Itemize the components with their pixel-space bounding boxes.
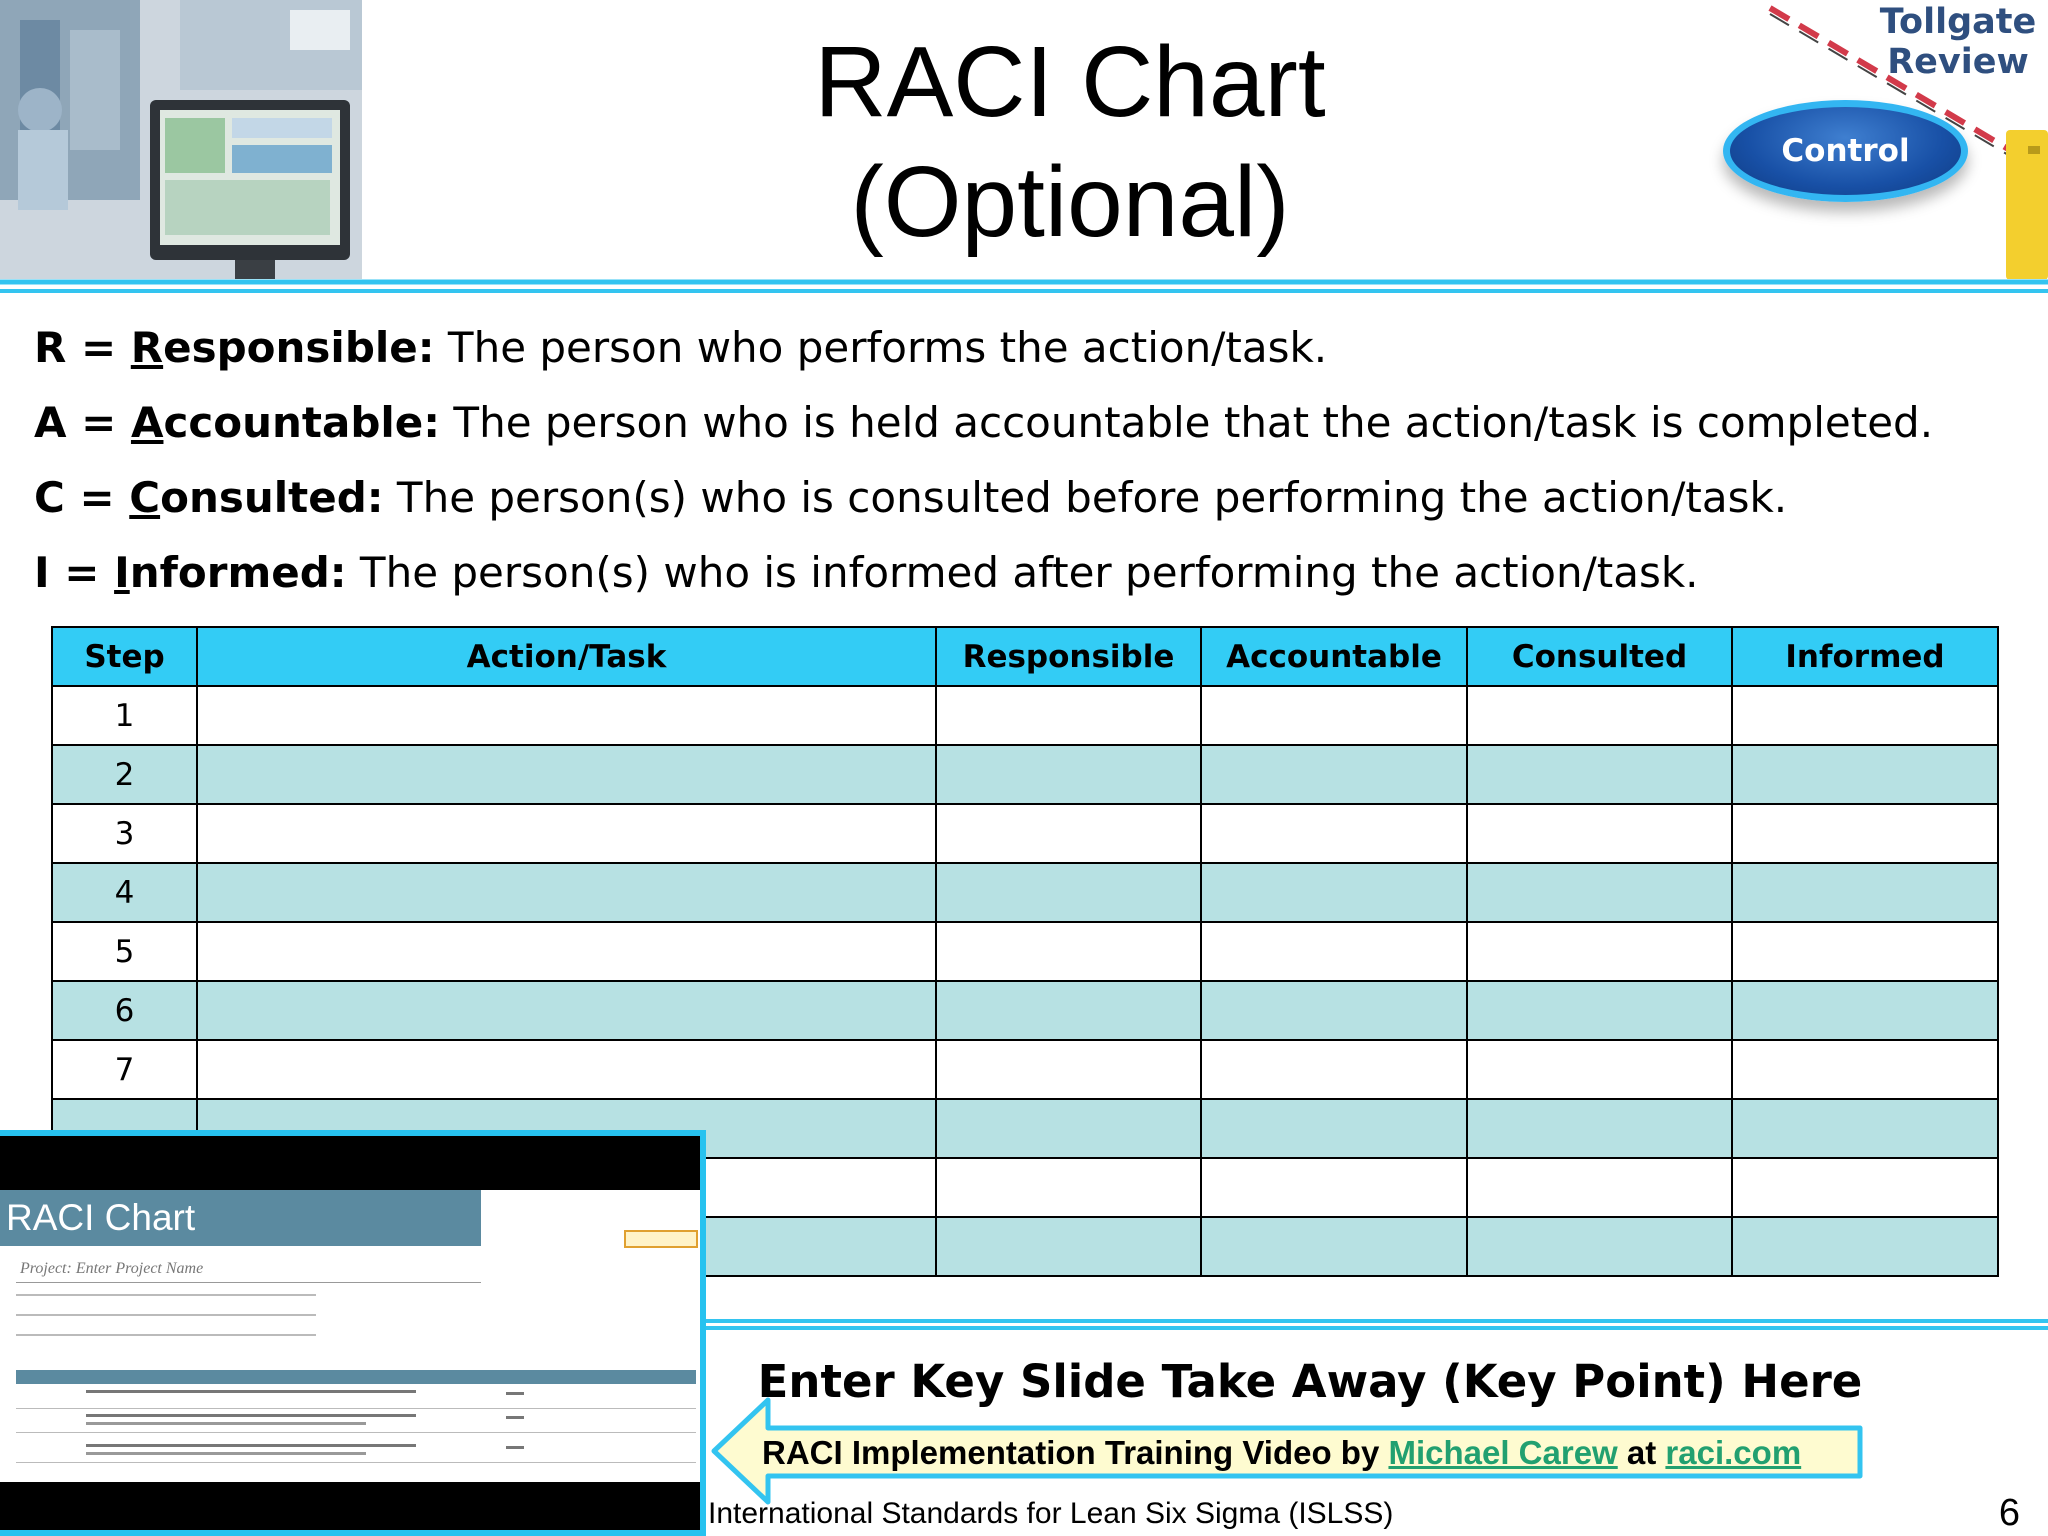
accountable-cell[interactable]: [1201, 686, 1467, 745]
bottom-divider: [700, 1318, 2048, 1332]
consulted-cell[interactable]: [1467, 686, 1732, 745]
video-project-rule: [16, 1282, 481, 1283]
callout-prefix: RACI Implementation Training Video by: [762, 1434, 1389, 1471]
consulted-cell[interactable]: [1467, 804, 1732, 863]
action-task-cell[interactable]: [197, 686, 936, 745]
informed-cell[interactable]: [1732, 1099, 1998, 1158]
responsible-cell[interactable]: [936, 1217, 1201, 1276]
accountable-cell[interactable]: [1201, 1099, 1467, 1158]
definition-key-letter: A: [130, 398, 164, 447]
informed-cell[interactable]: [1732, 686, 1998, 745]
step-cell: 3: [52, 804, 197, 863]
raci-definitions: [34, 318, 2014, 618]
consulted-cell[interactable]: [1467, 745, 1732, 804]
definition-term: nformed:: [129, 548, 347, 597]
responsible-cell[interactable]: [936, 1099, 1201, 1158]
definition-equals: =: [66, 398, 131, 447]
tollgate-label-line-1: Tollgate: [1879, 2, 2037, 42]
video-grid-row: [16, 1410, 696, 1433]
factory-monitor-image: [0, 0, 362, 280]
definition-equals: =: [66, 323, 131, 372]
definition-key-letter: R: [130, 323, 164, 372]
consulted-cell[interactable]: [1467, 1217, 1732, 1276]
action-task-cell[interactable]: [197, 804, 936, 863]
column-header-informed: Informed: [1732, 627, 1998, 686]
action-task-cell[interactable]: [197, 981, 936, 1040]
responsible-cell[interactable]: [936, 863, 1201, 922]
author-link[interactable]: Michael Carew: [1388, 1434, 1618, 1471]
definition-responsible: [34, 318, 2014, 393]
step-cell: 2: [52, 745, 197, 804]
informed-cell[interactable]: [1732, 863, 1998, 922]
accountable-cell[interactable]: [1201, 1040, 1467, 1099]
consulted-cell[interactable]: [1467, 922, 1732, 981]
definition-description: The person who performs the action/task.: [434, 323, 1328, 372]
accountable-cell[interactable]: [1201, 1158, 1467, 1217]
definition-letter: A: [34, 398, 67, 447]
responsible-cell[interactable]: [936, 1158, 1201, 1217]
definition-key-letter: I: [114, 548, 130, 597]
table-header-row: [52, 627, 1998, 686]
video-heading: RACI Chart: [6, 1197, 196, 1238]
phase-badge-label: Control: [1781, 133, 1910, 169]
title-line-1: RACI Chart: [814, 26, 1326, 138]
slide-title: [560, 22, 1580, 262]
column-header-action-task: Action/Task: [197, 627, 936, 686]
video-meta-line: [16, 1294, 316, 1296]
definition-key-letter: C: [129, 473, 161, 522]
definition-term: esponsible:: [163, 323, 435, 372]
column-header-responsible: Responsible: [936, 627, 1201, 686]
video-callout-text: [762, 1428, 1862, 1478]
responsible-cell[interactable]: [936, 1040, 1201, 1099]
header-photo: [0, 0, 362, 280]
tollgate-review-label: [1868, 2, 2048, 82]
accountable-cell[interactable]: [1201, 922, 1467, 981]
informed-cell[interactable]: [1732, 1158, 1998, 1217]
consulted-cell[interactable]: [1467, 1099, 1732, 1158]
informed-cell[interactable]: [1732, 1040, 1998, 1099]
video-screen: [0, 1190, 700, 1482]
definition-accountable: [34, 393, 2014, 468]
step-cell: 1: [52, 686, 197, 745]
tollgate-label-line-2: Review: [1887, 42, 2029, 82]
table-row: [52, 745, 1998, 804]
table-row: [52, 981, 1998, 1040]
title-line-2: (Optional): [850, 146, 1290, 258]
step-cell: 6: [52, 981, 197, 1040]
accountable-cell[interactable]: [1201, 1217, 1467, 1276]
informed-cell[interactable]: [1732, 922, 1998, 981]
raci-training-video-thumbnail[interactable]: [0, 1130, 706, 1536]
definition-equals: =: [64, 473, 130, 522]
consulted-cell[interactable]: [1467, 1158, 1732, 1217]
informed-cell[interactable]: [1732, 745, 1998, 804]
video-tag: [624, 1230, 698, 1248]
consulted-cell[interactable]: [1467, 1040, 1732, 1099]
informed-cell[interactable]: [1732, 804, 1998, 863]
phase-badge-control: [1723, 100, 1968, 202]
action-task-cell[interactable]: [197, 745, 936, 804]
definition-equals: =: [49, 548, 115, 597]
definition-informed: [34, 543, 2014, 618]
footer-organization: International Standards for Lean Six Sigma (ISLSS): [708, 1497, 1394, 1530]
table-row: [52, 804, 1998, 863]
informed-cell[interactable]: [1732, 981, 1998, 1040]
callout-middle: at: [1617, 1434, 1666, 1471]
definition-term: onsulted:: [160, 473, 384, 522]
video-grid-row: [16, 1440, 696, 1463]
accountable-cell[interactable]: [1201, 863, 1467, 922]
step-cell: 5: [52, 922, 197, 981]
definition-description: The person who is held accountable that the action/task is completed.: [440, 398, 1934, 447]
table-row: [52, 1040, 1998, 1099]
accountable-cell[interactable]: [1201, 981, 1467, 1040]
consulted-cell[interactable]: [1467, 863, 1732, 922]
informed-cell[interactable]: [1732, 1217, 1998, 1276]
video-meta-line: [16, 1314, 316, 1316]
header-divider: [0, 279, 2048, 295]
responsible-cell[interactable]: [936, 804, 1201, 863]
column-header-step: Step: [52, 627, 197, 686]
video-grid-row: [16, 1386, 696, 1409]
consulted-cell[interactable]: [1467, 981, 1732, 1040]
definition-term: ccountable:: [163, 398, 441, 447]
slide-number: 6: [1998, 1492, 2020, 1534]
action-task-cell[interactable]: [197, 863, 936, 922]
action-task-cell[interactable]: [197, 922, 936, 981]
responsible-cell[interactable]: [936, 981, 1201, 1040]
definition-description: The person(s) who is informed after performing the action/task.: [346, 548, 1699, 597]
step-cell: 7: [52, 1040, 197, 1099]
video-banner: [0, 1190, 481, 1246]
responsible-cell[interactable]: [936, 922, 1201, 981]
site-link[interactable]: raci.com: [1665, 1434, 1802, 1471]
video-project-line: Project: Enter Project Name: [20, 1260, 204, 1277]
action-task-cell[interactable]: [197, 1040, 936, 1099]
column-header-accountable: Accountable: [1201, 627, 1467, 686]
video-meta-line: [16, 1334, 316, 1336]
accountable-cell[interactable]: [1201, 804, 1467, 863]
video-grid-header: [16, 1370, 696, 1384]
definition-letter: I: [34, 548, 50, 597]
definition-letter: R: [34, 323, 67, 372]
step-cell: 4: [52, 863, 197, 922]
table-row: [52, 922, 1998, 981]
column-header-consulted: Consulted: [1467, 627, 1732, 686]
responsible-cell[interactable]: [936, 745, 1201, 804]
table-row: [52, 863, 1998, 922]
definition-description: The person(s) who is consulted before performing the action/task.: [383, 473, 1788, 522]
definition-letter: C: [34, 473, 65, 522]
key-takeaway: Enter Key Slide Take Away (Key Point) Here: [757, 1355, 1863, 1408]
accountable-cell[interactable]: [1201, 745, 1467, 804]
responsible-cell[interactable]: [936, 686, 1201, 745]
definition-consulted: [34, 468, 2014, 543]
table-row: [52, 686, 1998, 745]
